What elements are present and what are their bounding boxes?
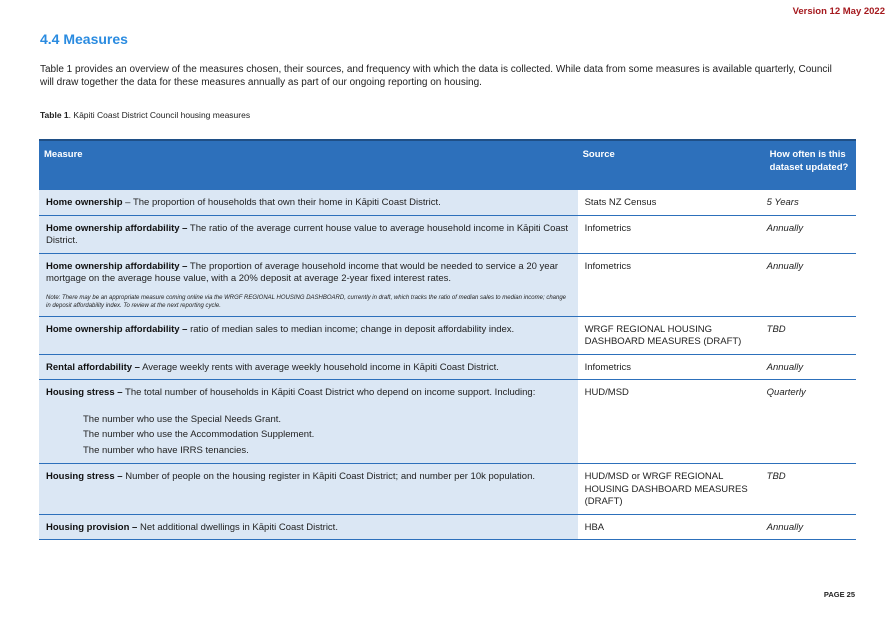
header-frequency: How often is this dataset updated? [760,140,856,190]
measure-title: Home ownership affordability – [46,260,188,272]
frequency-cell: Quarterly [760,380,856,464]
frequency-cell: Annually [760,253,856,316]
measure-cell [39,215,578,253]
frequency-cell: Annually [760,514,856,540]
measure-description: The total number of households in Kāpiti Coast District who depend on income support. Including: [122,387,536,398]
measure-title: Housing provision – [46,521,138,533]
measure-description: – The proportion of households that own their home in Kāpiti Coast District. [122,197,441,208]
source-cell: WRGF REGIONAL HOUSING DASHBOARD MEASURES (DRAFT) [578,316,760,354]
table-row [39,464,856,515]
table-row [39,190,856,215]
measure-note: Note: There may be an appropriate measure coming online via the WRGF REGIONAL HOUSING DASHBOARD, currently in draft, which tracks the ratio of median sales to median income; change in deposit affordability index. To review at the next reporting cycle. [46,294,567,309]
measure-description: The ratio of the average current house value to average household income in Kāpiti Coast District. [46,222,569,246]
frequency-cell: 5 Years [760,190,856,215]
header-measure: Measure [39,140,578,190]
table-row [39,380,856,464]
measure-description: Net additional dwellings in Kāpiti Coast District. [137,521,338,533]
frequency-cell: TBD [760,464,856,515]
measure-title: Housing stress – [46,387,123,398]
frequency-cell: Annually [760,354,856,380]
measure-description: The proportion of average household income that would be needed to service a 20 year mortgage on the average house value, with a 20% deposit at average 2-year fixed interest rates. [46,260,559,284]
page-number: PAGE 25 [823,590,855,599]
measure-cell [39,253,578,316]
frequency-cell: Annually [760,215,856,253]
source-cell: Infometrics [578,215,760,253]
measures-table [39,139,856,540]
measure-cell [39,514,578,540]
list-item: The number who use the Accommodation Supplement. [83,429,315,440]
measure-cell [39,354,578,380]
frequency-cell: TBD [760,316,856,354]
table-caption-text: . Kāpiti Coast District Council housing measures [68,110,251,120]
table-row [39,316,856,354]
measure-title: Home ownership affordability – [46,222,188,234]
measure-title: Housing stress – [46,471,123,482]
table-row [39,514,856,540]
measure-title: Home ownership [46,197,123,208]
list-item: The number who use the Special Needs Grant. [83,413,282,425]
measure-description: ratio of median sales to median income; change in deposit affordability index. [187,323,515,335]
version-label: Version 12 May 2022 [792,6,885,17]
table-caption-label: Table 1 [40,110,69,120]
measure-cell [39,464,578,515]
measure-title: Home ownership affordability – [46,323,188,335]
source-cell: Infometrics [578,253,760,316]
measure-sublist [83,412,571,459]
table-header-row [39,140,856,190]
list-item: The number who have IRRS tenancies. [83,444,249,456]
measure-description: Average weekly rents with average weekly household income in Kāpiti Coast District. [139,361,499,373]
source-cell: Infometrics [578,354,760,380]
source-cell: HUD/MSD [578,380,760,464]
measure-cell [39,190,578,215]
source-cell: Stats NZ Census [578,190,760,215]
measure-cell [39,316,578,354]
measure-title: Rental affordability – [46,361,140,373]
table-row [39,354,856,380]
section-heading: 4.4 Measures [40,31,128,47]
source-cell: HUD/MSD or WRGF REGIONAL HOUSING DASHBOARD MEASURES (DRAFT) [578,464,760,515]
table-caption [40,110,250,120]
intro-paragraph: Table 1 provides an overview of the measures chosen, their sources, and frequency with which the data is collected. While data from some measures is available quarterly, Council will draw together the data for these measures annually as part of our ongoing reporting on housing. [40,64,832,88]
table-row [39,253,856,316]
source-cell: HBA [578,514,760,540]
measure-description: Number of people on the housing register in Kāpiti Coast District; and number per 10k population. [122,471,535,482]
measure-cell [39,380,578,464]
header-source: Source [578,140,760,190]
table-row [39,215,856,253]
